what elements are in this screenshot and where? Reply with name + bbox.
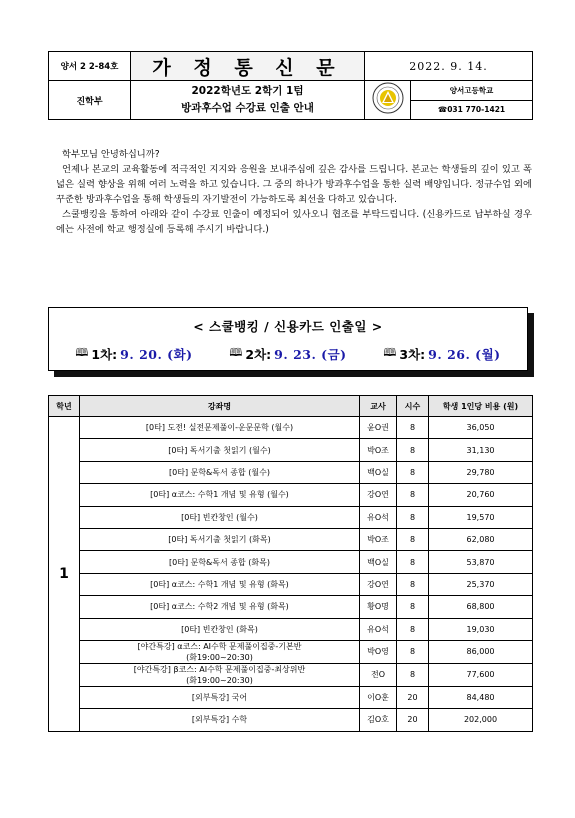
course-name: [0타] 독서기출 첫읽기 (화목)	[168, 535, 271, 545]
hours-cell: 20	[397, 709, 429, 731]
hours-cell: 8	[397, 528, 429, 550]
school-phone: ☎031 770-1421	[411, 100, 533, 120]
school-name: 양서고등학교	[411, 81, 533, 101]
course-name: [외부특강] 국어	[191, 693, 248, 703]
letter-header	[48, 51, 533, 120]
course-cell	[80, 573, 360, 595]
teacher-cell: 유O석	[360, 506, 397, 528]
intro-text	[56, 147, 532, 237]
banking-dates	[49, 344, 527, 363]
banking-date-value: 9. 26. (월)	[428, 346, 501, 362]
course-cell	[80, 640, 360, 663]
course-cell	[80, 686, 360, 708]
teacher-cell: 박O영	[360, 640, 397, 663]
hours-cell: 8	[397, 484, 429, 506]
school-emblem-icon	[368, 81, 408, 115]
header-hours: 시수	[397, 396, 429, 417]
doc-code: 양서 2 2-84호	[49, 52, 131, 81]
course-cell	[80, 484, 360, 506]
banking-date-label: 2차:	[245, 346, 272, 362]
course-cell	[80, 596, 360, 618]
subtitle-line2: 방과후수업 수강료 인출 안내	[181, 102, 314, 114]
hours-cell: 20	[397, 686, 429, 708]
course-cell	[80, 618, 360, 640]
intro-paragraph-2: 스쿨뱅킹을 통하여 아래와 같이 수강료 인출이 예정되어 있사오니 협조를 부탁드립니다. (신용카드로 납부하실 경우에는 사전에 학교 행정실에 등록해 주시기 바랍니다.)	[56, 209, 532, 235]
cost-cell: 77,600	[429, 663, 533, 686]
teacher-cell: 박O조	[360, 528, 397, 550]
course-name: [야간특강] β코스: AI수학 문제풀이집중-최상위반	[133, 664, 306, 674]
hours-cell: 8	[397, 573, 429, 595]
cost-cell: 36,050	[429, 417, 533, 439]
hours-cell: 8	[397, 417, 429, 439]
course-name: [0타] α코스: 수학1 개념 및 유형 (월수)	[150, 490, 289, 500]
book-icon: 🕮	[229, 346, 243, 359]
issue-date: 2022. 9. 14.	[365, 52, 533, 81]
cost-cell: 84,480	[429, 686, 533, 708]
table-row	[49, 528, 533, 550]
teacher-cell: 이O훈	[360, 686, 397, 708]
course-name: [야간특강] α코스: AI수학 문제풀이집중-기본반	[137, 641, 302, 651]
table-row	[49, 506, 533, 528]
hours-cell: 8	[397, 439, 429, 461]
course-name: [외부특강] 수학	[191, 715, 248, 725]
hours-cell: 8	[397, 551, 429, 573]
cost-cell: 86,000	[429, 640, 533, 663]
header-teacher: 교사	[360, 396, 397, 417]
course-cell	[80, 461, 360, 483]
banking-date-label: 3차:	[399, 346, 426, 362]
hours-cell: 8	[397, 506, 429, 528]
table-row	[49, 618, 533, 640]
course-time: (화19:00~20:30)	[186, 675, 253, 685]
course-name: [0타] 빈칸창인 (화목)	[181, 624, 258, 634]
hours-cell: 8	[397, 596, 429, 618]
banking-title: < 스쿨뱅킹 / 신용카드 인출일 >	[193, 319, 383, 334]
course-name: [0타] 빈칸창인 (월수)	[181, 512, 258, 522]
teacher-cell: 강O연	[360, 484, 397, 506]
table-row	[49, 417, 533, 439]
course-cell	[80, 506, 360, 528]
banking-date-value: 9. 20. (화)	[120, 346, 193, 362]
table-row	[49, 709, 533, 731]
cost-cell: 29,780	[429, 461, 533, 483]
teacher-cell: 백O실	[360, 461, 397, 483]
banking-date-label: 1차:	[91, 346, 118, 362]
header-course: 강좌명	[80, 396, 360, 417]
banking-date-2	[229, 344, 346, 363]
course-name: [0타] 문학&독서 종합 (화목)	[169, 557, 270, 567]
subtitle	[131, 81, 365, 120]
teacher-cell: 박O조	[360, 439, 397, 461]
course-name: [0타] α코스: 수학2 개념 및 유형 (화목)	[150, 602, 289, 612]
table-row	[49, 686, 533, 708]
banking-date-1	[75, 344, 192, 363]
course-name: [0타] α코스: 수학1 개념 및 유형 (화목)	[150, 579, 289, 589]
teacher-cell: 김O호	[360, 709, 397, 731]
course-cell	[80, 417, 360, 439]
course-cell	[80, 528, 360, 550]
hours-cell: 8	[397, 640, 429, 663]
grade-cell: 1	[49, 417, 80, 732]
banking-date-3	[383, 344, 500, 363]
department: 진학부	[49, 81, 131, 120]
cost-cell: 68,800	[429, 596, 533, 618]
teacher-cell: 강O연	[360, 573, 397, 595]
book-icon: 🕮	[75, 346, 89, 359]
table-row	[49, 640, 533, 663]
table-row	[49, 484, 533, 506]
intro-paragraph-1: 언제나 본교의 교육활동에 적극적인 지지와 응원을 보내주심에 깊은 감사를 드립니다. 본교는 학생들의 깊이 있고 폭넓은 실력 향상을 위해 여러 노력을 하고 있습니다. 그 중의 하나가 방과후수업을 통한 실력 배양입니다. 정규수업 외에 꾸준한 방과후수업을 통해 학생들의 자기발전이 가능하도록 최선을 다하고 있습니다.	[56, 164, 532, 205]
course-fee-table	[48, 395, 533, 732]
cost-cell: 19,570	[429, 506, 533, 528]
header-grade: 학년	[49, 396, 80, 417]
page-title: 가 정 통 신 문	[131, 52, 365, 81]
course-cell	[80, 663, 360, 686]
course-cell	[80, 709, 360, 731]
subtitle-line1: 2022학년도 2학기 1텀	[191, 85, 304, 97]
teacher-cell: 윤O권	[360, 417, 397, 439]
cost-cell: 25,370	[429, 573, 533, 595]
table-row	[49, 551, 533, 573]
hours-cell: 8	[397, 461, 429, 483]
school-logo	[365, 81, 411, 120]
hours-cell: 8	[397, 618, 429, 640]
table-row	[49, 439, 533, 461]
hours-cell: 8	[397, 663, 429, 686]
cost-cell: 53,870	[429, 551, 533, 573]
teacher-cell: 황O명	[360, 596, 397, 618]
table-row	[49, 461, 533, 483]
course-time: (화19:00~20:30)	[186, 652, 253, 662]
teacher-cell: 유O석	[360, 618, 397, 640]
table-row	[49, 573, 533, 595]
table-header-row	[49, 396, 533, 417]
cost-cell: 62,080	[429, 528, 533, 550]
teacher-cell: 백O실	[360, 551, 397, 573]
table-row	[49, 663, 533, 686]
cost-cell: 31,130	[429, 439, 533, 461]
table-body	[49, 417, 533, 732]
cost-cell: 20,760	[429, 484, 533, 506]
cost-cell: 202,000	[429, 709, 533, 731]
course-name: [0타] 문학&독서 종합 (월수)	[169, 467, 270, 477]
banking-dates-box	[48, 307, 528, 371]
cost-cell: 19,030	[429, 618, 533, 640]
course-name: [0타] 독서기출 첫읽기 (월수)	[168, 445, 271, 455]
header-cost: 학생 1인당 비용 (원)	[429, 396, 533, 417]
course-cell	[80, 439, 360, 461]
table-row	[49, 596, 533, 618]
intro-greeting: 학부모님 안녕하십니까?	[62, 149, 160, 160]
course-name: [0타] 도전! 실전문제풀이-운문문학 (월수)	[145, 423, 294, 433]
course-cell	[80, 551, 360, 573]
teacher-cell: 전O	[360, 663, 397, 686]
book-icon: 🕮	[383, 346, 397, 359]
banking-date-value: 9. 23. (금)	[274, 346, 347, 362]
